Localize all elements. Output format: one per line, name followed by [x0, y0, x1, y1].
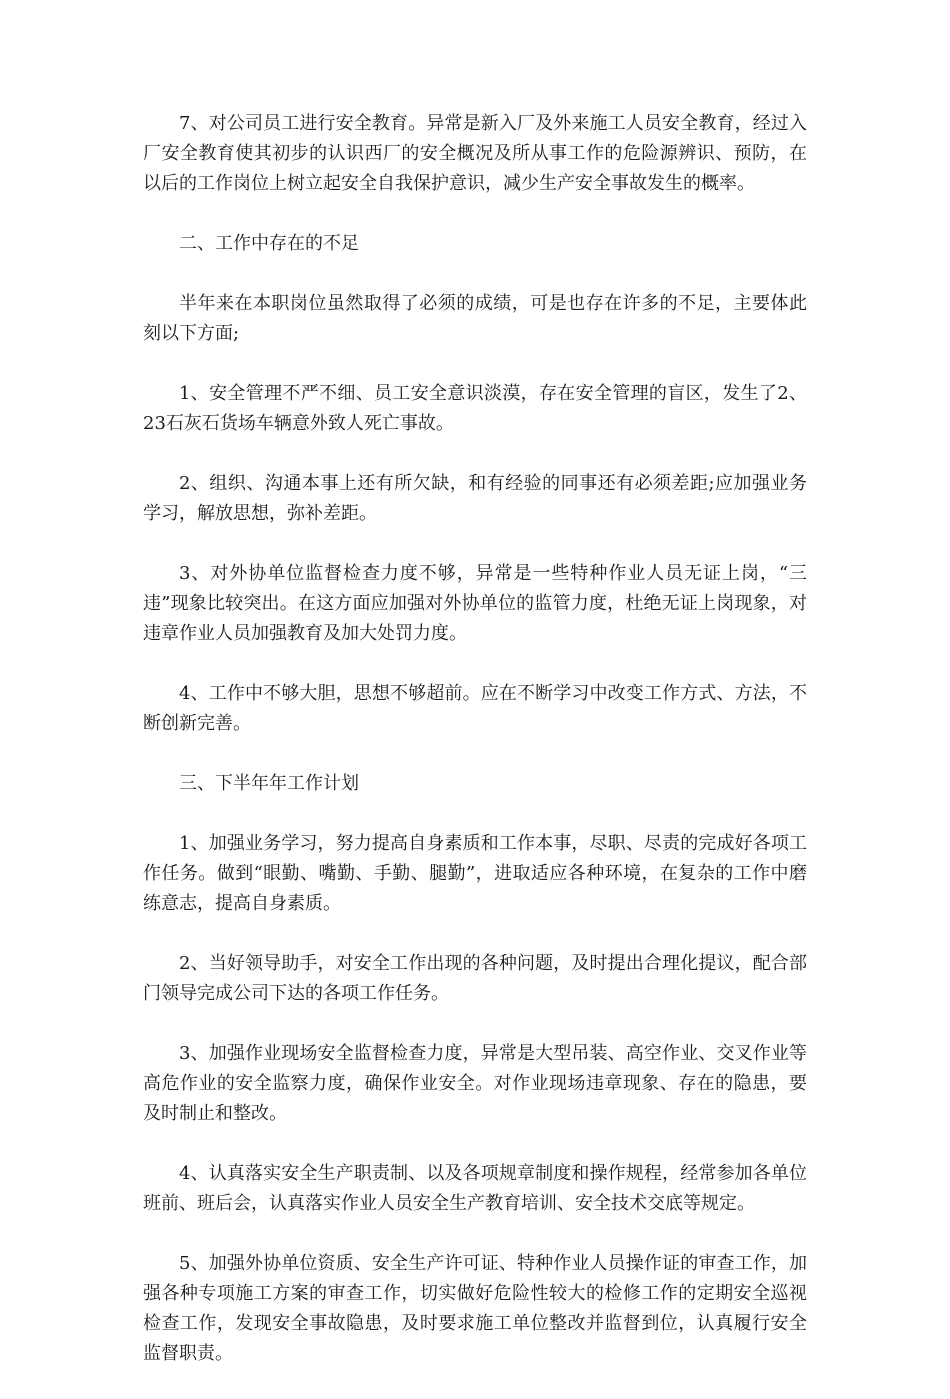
- section-heading-plan: 三、下半年年工作计划: [179, 773, 359, 794]
- paragraph-plan-4: 4、认真落实安全生产职责制、以及各项规章制度和操作规程，经常参加各单位班前、班后会，认真落实作业人员安全生产教育培训、安全技术交底等规定。: [143, 1163, 807, 1214]
- section-heading-shortcomings: 二、工作中存在的不足: [179, 233, 359, 254]
- paragraph-plan-1: 1、加强业务学习，努力提高自身素质和工作本事，尽职、尽责的完成好各项工作任务。做到“眼勤、嘴勤、手勤、腿勤”，进取适应各种环境，在复杂的工作中磨练意志，提高自身素质。: [143, 833, 807, 914]
- paragraph-item-7-safety-education: 7、对公司员工进行安全教育。异常是新入厂及外来施工人员安全教育，经过入厂安全教育使其初步的认识西厂的安全概况及所从事工作的危险源辨识、预防，在以后的工作岗位上树立起安全自我保护意识，减少生产安全事故发生的概率。: [143, 113, 807, 194]
- paragraph-shortcomings-intro: 半年来在本职岗位虽然取得了必须的成绩，可是也存在许多的不足，主要体此刻以下方面;: [143, 293, 807, 344]
- paragraph-plan-3: 3、加强作业现场安全监督检查力度，异常是大型吊装、高空作业、交叉作业等高危作业的安全监察力度，确保作业安全。对作业现场违章现象、存在的隐患，要及时制止和整改。: [143, 1043, 807, 1124]
- paragraph-plan-2: 2、当好领导助手，对安全工作出现的各种问题，及时提出合理化提议，配合部门领导完成公司下达的各项工作任务。: [143, 953, 807, 1004]
- paragraph-shortcoming-2: 2、组织、沟通本事上还有所欠缺，和有经验的同事还有必须差距;应加强业务学习，解放思想，弥补差距。: [143, 473, 807, 524]
- paragraph-shortcoming-1: 1、安全管理不严不细、员工安全意识淡漠，存在安全管理的盲区，发生了2、23石灰石货场车辆意外致人死亡事故。: [143, 383, 807, 434]
- paragraph-shortcoming-4: 4、工作中不够大胆，思想不够超前。应在不断学习中改变工作方式、方法，不断创新完善。: [143, 683, 807, 734]
- paragraph-shortcoming-3: 3、对外协单位监督检查力度不够，异常是一些特种作业人员无证上岗，“三违”现象比较突出。在这方面应加强对外协单位的监管力度，杜绝无证上岗现象，对违章作业人员加强教育及加大处罚力度。: [143, 563, 807, 644]
- document-body: [143, 109, 807, 1399]
- paragraph-plan-5: 5、加强外协单位资质、安全生产许可证、特种作业人员操作证的审查工作，加强各种专项施工方案的审查工作，切实做好危险性较大的检修工作的定期安全巡视检查工作，发现安全事故隐患，及时要求施工单位整改并监督到位，认真履行安全监督职责。: [143, 1253, 807, 1364]
